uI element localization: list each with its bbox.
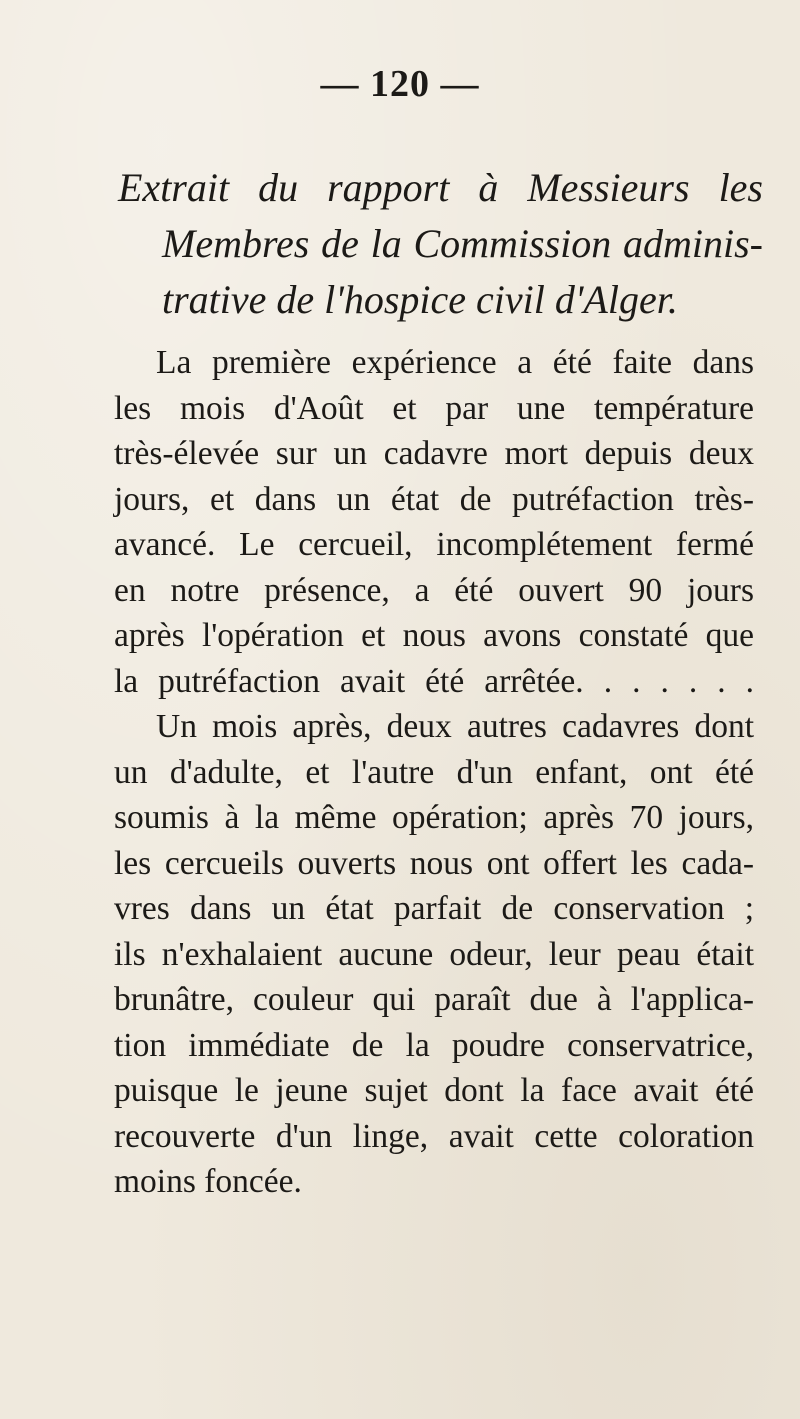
paragraph-line: moins foncée. <box>114 1163 302 1200</box>
paragraph-line: un d'adulte, et l'autre d'un enfant, ont été <box>114 753 754 791</box>
paragraph-line: ils n'exhalaient aucune odeur, leur peau était <box>114 935 754 973</box>
heading-line: Membres de la Commission adminis- <box>162 221 763 266</box>
paragraph-line: brunâtre, couleur qui paraît due à l'applica- <box>114 981 754 1018</box>
body-text <box>114 340 754 1205</box>
heading-line: Extrait du rapport à Messieurs les <box>118 165 763 210</box>
paragraph-line: vres dans un état parfait de conservation ; <box>114 890 754 927</box>
paragraph-line: très-élevée sur un cadavre mort depuis deux <box>114 435 754 472</box>
paragraph-line: La première expérience a été faite dans <box>156 344 754 381</box>
paragraph-line: les mois d'Août et par une température <box>114 389 754 427</box>
paragraph-line: tion immédiate de la poudre conservatrice, <box>114 1026 754 1064</box>
section-heading <box>118 160 763 328</box>
page-number: — 120 — <box>320 63 480 105</box>
heading-line: trative de l'hospice civil d'Alger. <box>162 277 678 322</box>
paragraph-line: après l'opération et nous avons constaté que <box>114 617 754 654</box>
paragraph-line: en notre présence, a été ouvert 90 jours <box>114 571 754 609</box>
paragraph-line: les cercueils ouverts nous ont offert les cada- <box>114 844 754 882</box>
paragraph-line: avancé. Le cercueil, incomplétement fermé <box>114 526 754 563</box>
paragraph-line: la putréfaction avait été arrêtée. . . . . . . <box>114 662 754 700</box>
paragraph-line: recouverte d'un linge, avait cette coloration <box>114 1117 754 1155</box>
paragraph-line: jours, et dans un état de putréfaction très- <box>114 480 754 518</box>
paragraph-line: soumis à la même opération; après 70 jours, <box>114 799 754 836</box>
paragraph-line: puisque le jeune sujet dont la face avait été <box>114 1072 754 1109</box>
paragraph-line: Un mois après, deux autres cadavres dont <box>156 708 754 745</box>
